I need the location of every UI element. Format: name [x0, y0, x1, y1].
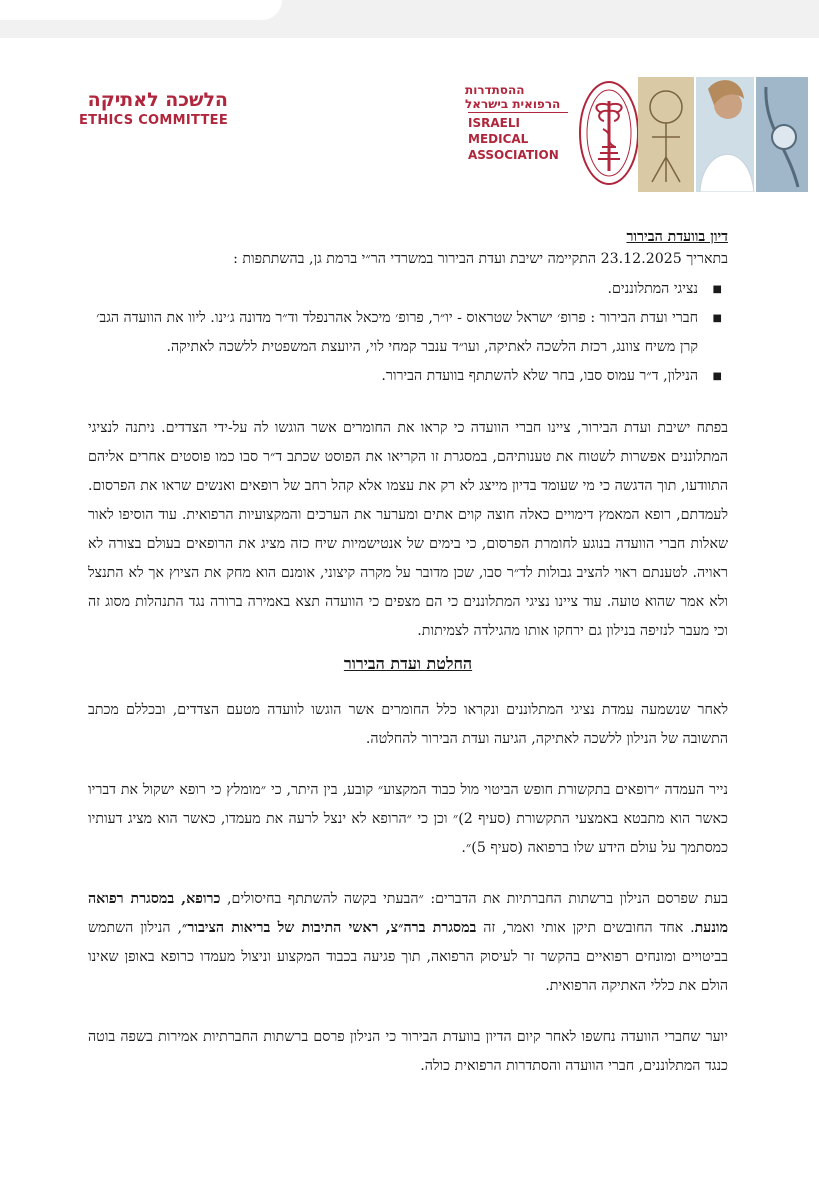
ima-name-hebrew-line2: הרפואית בישראל — [465, 97, 561, 111]
decision-paragraph-3 — [88, 885, 728, 1001]
header-photo-collage — [638, 77, 808, 192]
ethics-committee-english: ETHICS COMMITTEE — [78, 113, 228, 128]
document-body — [88, 226, 728, 1081]
decision-p3-part-a: בעת שפרסם הנילון ברשתות החברתיות את הדברים: ״הבעתי בקשה להשתתף בחיסולים, — [220, 891, 728, 907]
ima-name-english-line2: ASSOCIATION — [468, 148, 559, 162]
discussion-intro: בתאריך 23.12.2025 התקיימה ישיבת ועדת הבירור במשרדי הר״י ברמת גן, בהשתתפות : — [233, 251, 728, 267]
decision-heading: החלטת ועדת הבירור — [343, 654, 473, 673]
discussion-paragraph: בפתח ישיבת ועדת הבירור, ציינו חברי הוועדה כי קראו את החומרים אשר הוגשו לה על-ידי הצדדים. ניתנה לנציגי המתלוננים אפשרות לשטוח את טענותיהם, במסגרת זו הקריאו את הפוסט שכתב ד״ר סבו כמו פוסטים אחרים אליהם התוודעו, תוך הדגשה כי מי שעומד בדיון מייצג לא רק את עצמו אלא קהל רחב של רופאים ואנשים שראו את הפרסום. לעמדתם, רופא המאמץ דימויים כאלה חוצה קוים אתים ומערער את הערכים והמקצועיות הרפואית. עוד הוסיפו לאור שאלות חברי הוועדה בנוגע לחומרת הפרסום, כי בימים של אנטישמיות שיח כזה מציג את הרופאים בעולם בצורה לא ראויה. לטענתם ראוי להציב גבולות לד״ר סבו, שכן מדובר על מקרה קיצוני, אומנם הוא מחק את הציוץ אך לא התנצל ולא אמר שהוא טועה. עוד ציינו נציגי המתלוננים כי הם מצפים כי הוועדה תצא באמירה ברורה נגד התנהלות מסוג זה וכי מעבר לנזיפה בנילון גם ירחקו אותו מהגילדה לצמיתות. — [88, 420, 728, 639]
list-item: ■ נציגי המתלוננים. — [88, 275, 728, 304]
top-bar-tab-shape — [0, 0, 282, 20]
ima-name-hebrew-line1: ההסתדרות — [465, 83, 525, 97]
participants-list — [88, 275, 728, 391]
decision-paragraph-2: נייר העמדה ״רופאים בתקשורת חופש הביטוי מול כבוד המקצוע״ קובע, בין היתר, כי ״מומלץ כי רופא ישקול את דבריו כאשר הוא מתבטא באמצעי התקשורת (סעיף 2)״ וכן כי ״הרופא לא ינצל לרעה את מעמדו, כאשר הוא מציג דעותיו כמסתמך על עולם הידע שלו ברפואה (סעיף 5)״. — [88, 782, 728, 856]
decision-p3-part-c: . אחד החובשים תיקן אותי ואמר, זה — [476, 920, 695, 936]
ima-seal-logo — [578, 79, 640, 187]
discussion-heading: דיון בוועדת הבירור — [626, 229, 728, 245]
ima-name-hebrew — [465, 83, 575, 111]
ima-name-english-line1: ISRAELI MEDICAL — [468, 116, 529, 146]
ima-divider — [468, 112, 568, 113]
decision-paragraph-4: יוער שחברי הוועדה נחשפו לאחר קיום הדיון בוועדת הבירור כי הנילון פרסם ברשתות החברתיות אמירות בשפה בוטה כנגד המתלוננים, חברי הוועדה והסתדרות הרפואית כולה. — [88, 1029, 728, 1074]
list-item: ■ חברי ועדת הבירור : פרופ׳ ישראל שטראוס - יו״ר, פרופ׳ מיכאל אהרנפלד וד״ר מדונה ג׳ינו. ליוו את הוועדה הגב׳ קרן משיח צוונג, רכזת הלשכה לאתיקה, ועו״ד ענבר קמחי לוי, היועצת המשפטית ללשכה לאתיקה. — [88, 304, 728, 362]
decision-paragraph-1: לאחר שנשמעה עמדת נציגי המתלוננים ונקראו כלל החומרים אשר הוגשו לוועדה מטעם הצדדים, ובכללם מכתב התשובה של הנילון ללשכה לאתיקה, הגיעה ועדת הבירור להחלטה. — [88, 702, 728, 747]
list-item: ■ הנילון, ד״ר עמוס סבו, בחר שלא להשתתף בוועדת הבירור. — [88, 362, 728, 391]
decision-p3-part-e: , הנילון השתמש בביטויים ומונחים רפואיים בהקשר זר לעיסוק הרפואה, תוך פגיעה בכבוד המקצוע וניצול מעמדו כרופא באופן שאינו הולם את כללי האתיקה הרפואית. — [88, 920, 728, 994]
ethics-committee-hebrew: הלשכה לאתיקה — [87, 89, 228, 111]
decision-p3-bold-d: במסגרת ברה״צ, ראשי התיבות של בריאות הציבור״ — [181, 920, 477, 936]
letterhead — [0, 75, 819, 195]
top-bar — [0, 0, 819, 38]
decision-p3-bold-a: כרופא, במסגרת רפואה מונעת — [88, 891, 728, 936]
ima-name-english — [468, 115, 578, 163]
